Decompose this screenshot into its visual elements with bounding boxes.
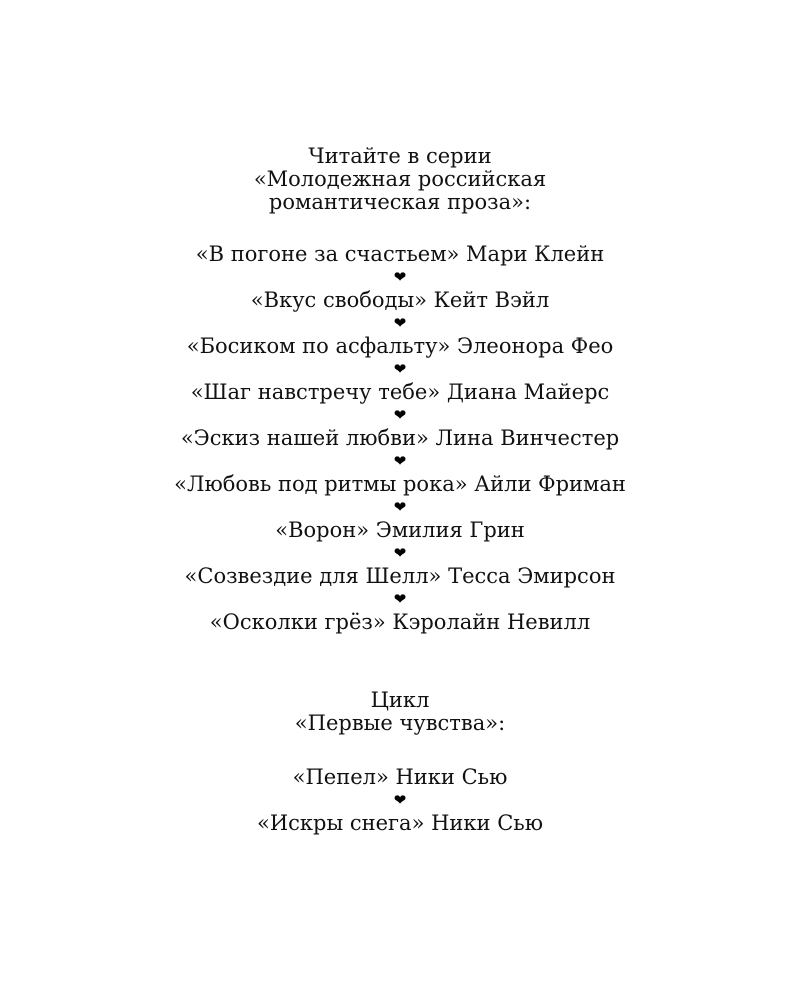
cycle-header bbox=[0, 689, 800, 735]
heart-icon: ❤ bbox=[393, 791, 407, 809]
cycle-label: Цикл bbox=[370, 688, 430, 712]
series-name-line-1: «Молодежная российская bbox=[253, 167, 547, 191]
heart-icon: ❤ bbox=[393, 314, 407, 332]
cycle-name: «Первые чувства»: bbox=[294, 711, 506, 735]
book-title: «Ворон» Эмилия Грин bbox=[275, 518, 525, 542]
book-title: «Искры снега» Ники Сью bbox=[256, 811, 543, 835]
book-title: «Вкус свободы» Кейт Вэйл bbox=[250, 288, 550, 312]
book-title: «Осколки грёз» Кэролайн Невилл bbox=[209, 610, 591, 634]
series-header bbox=[0, 145, 800, 214]
cycle-book-list bbox=[0, 765, 800, 835]
book-title: «Босиком по асфальту» Элеонора Фео bbox=[186, 334, 614, 358]
heart-icon: ❤ bbox=[393, 452, 407, 470]
heart-icon: ❤ bbox=[393, 406, 407, 424]
heart-icon: ❤ bbox=[393, 360, 407, 378]
series-intro: Читайте в серии bbox=[308, 144, 492, 168]
book-title: «Созвездие для Шелл» Тесса Эмирсон bbox=[184, 564, 616, 588]
heart-icon: ❤ bbox=[393, 498, 407, 516]
book-title: «В погоне за счастьем» Мари Клейн bbox=[195, 242, 605, 266]
book-title: «Шаг навстречу тебе» Диана Майерс bbox=[190, 380, 610, 404]
book-title: «Пепел» Ники Сью bbox=[292, 765, 508, 789]
series-book-list bbox=[0, 242, 800, 634]
heart-icon: ❤ bbox=[393, 590, 407, 608]
heart-icon: ❤ bbox=[393, 544, 407, 562]
series-name-line-2: романтическая проза»: bbox=[268, 190, 532, 214]
book-title: «Любовь под ритмы рока» Айли Фриман bbox=[174, 472, 626, 496]
book-title: «Эскиз нашей любви» Лина Винчестер bbox=[180, 426, 620, 450]
heart-icon: ❤ bbox=[393, 268, 407, 286]
